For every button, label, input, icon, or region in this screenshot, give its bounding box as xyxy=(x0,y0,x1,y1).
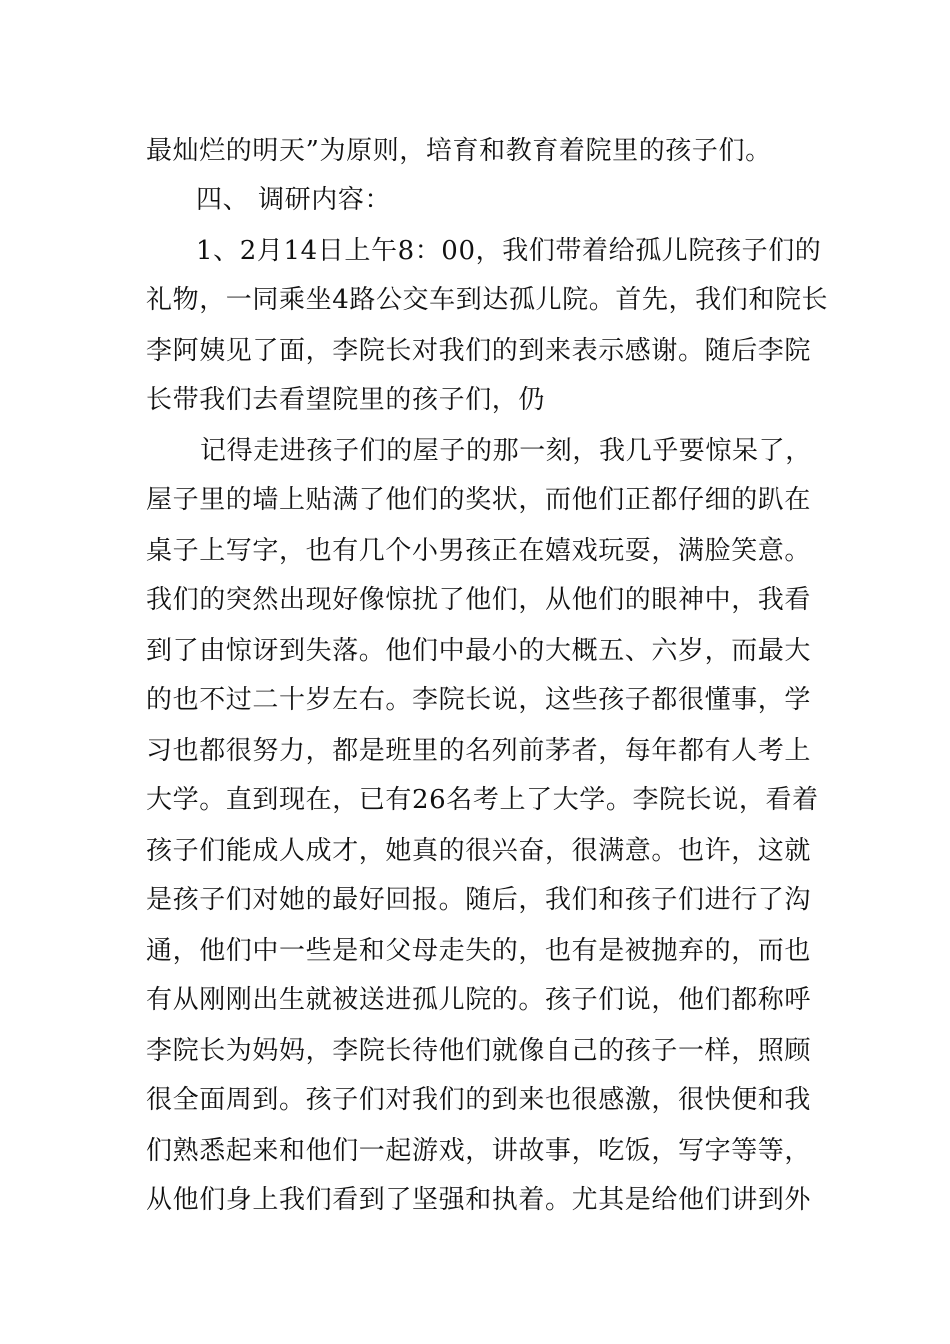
paragraph-line: 很全面周到。孩子们对我们的到来也很感激，很快便和我 xyxy=(146,1085,812,1115)
paragraph-line: 李阿姨见了面，李院长对我们的到来表示感谢。随后李院 xyxy=(146,336,812,366)
paragraph-line: 礼物，一同乘坐4路公交车到达孤儿院。首先，我们和院长 xyxy=(146,285,829,315)
paragraph-line: 1、2月14日上午8：00，我们带着给孤儿院孩子们的 xyxy=(196,236,822,266)
paragraph-line: 到了由惊讶到失落。他们中最小的大概五、六岁，而最大 xyxy=(146,636,812,666)
paragraph-line: 有从刚刚出生就被送进孤儿院的。孩子们说，他们都称呼 xyxy=(146,985,812,1015)
paragraph-line: 桌子上写字，也有几个小男孩正在嬉戏玩耍，满脸笑意。 xyxy=(146,536,812,566)
paragraph-line: 屋子里的墙上贴满了他们的奖状，而他们正都仔细的趴在 xyxy=(146,485,812,515)
paragraph-line: 习也都很努力，都是班里的名列前茅者，每年都有人考上 xyxy=(146,736,812,766)
paragraph-line: 通，他们中一些是和父母走失的，也有是被抛弃的，而也 xyxy=(146,936,812,966)
paragraph-line: 的也不过二十岁左右。李院长说，这些孩子都很懂事，学 xyxy=(146,685,812,715)
paragraph-line: 大学。直到现在，已有26名考上了大学。李院长说，看着 xyxy=(146,785,819,815)
paragraph-line: 们熟悉起来和他们一起游戏，讲故事，吃饭，写字等等， xyxy=(146,1136,812,1166)
paragraph-line: 从他们身上我们看到了坚强和执着。尤其是给他们讲到外 xyxy=(146,1185,812,1215)
paragraph-line: 我们的突然出现好像惊扰了他们，从他们的眼神中，我看 xyxy=(146,585,812,615)
paragraph-line: 李院长为妈妈，李院长待他们就像自己的孩子一样，照顾 xyxy=(146,1036,812,1066)
paragraph-line: 是孩子们对她的最好回报。随后，我们和孩子们进行了沟 xyxy=(146,885,812,915)
section-heading: 四、 调研内容： xyxy=(196,185,392,215)
paragraph-line: 最灿烂的明天”为原则，培育和教育着院里的孩子们。 xyxy=(146,136,772,166)
paragraph-line: 长带我们去看望院里的孩子们，仍 xyxy=(146,385,546,415)
paragraph-line: 孩子们能成人成才，她真的很兴奋，很满意。也许，这就 xyxy=(146,836,812,866)
paragraph-line: 记得走进孩子们的屋子的那一刻，我几乎要惊呆了， xyxy=(200,436,812,466)
